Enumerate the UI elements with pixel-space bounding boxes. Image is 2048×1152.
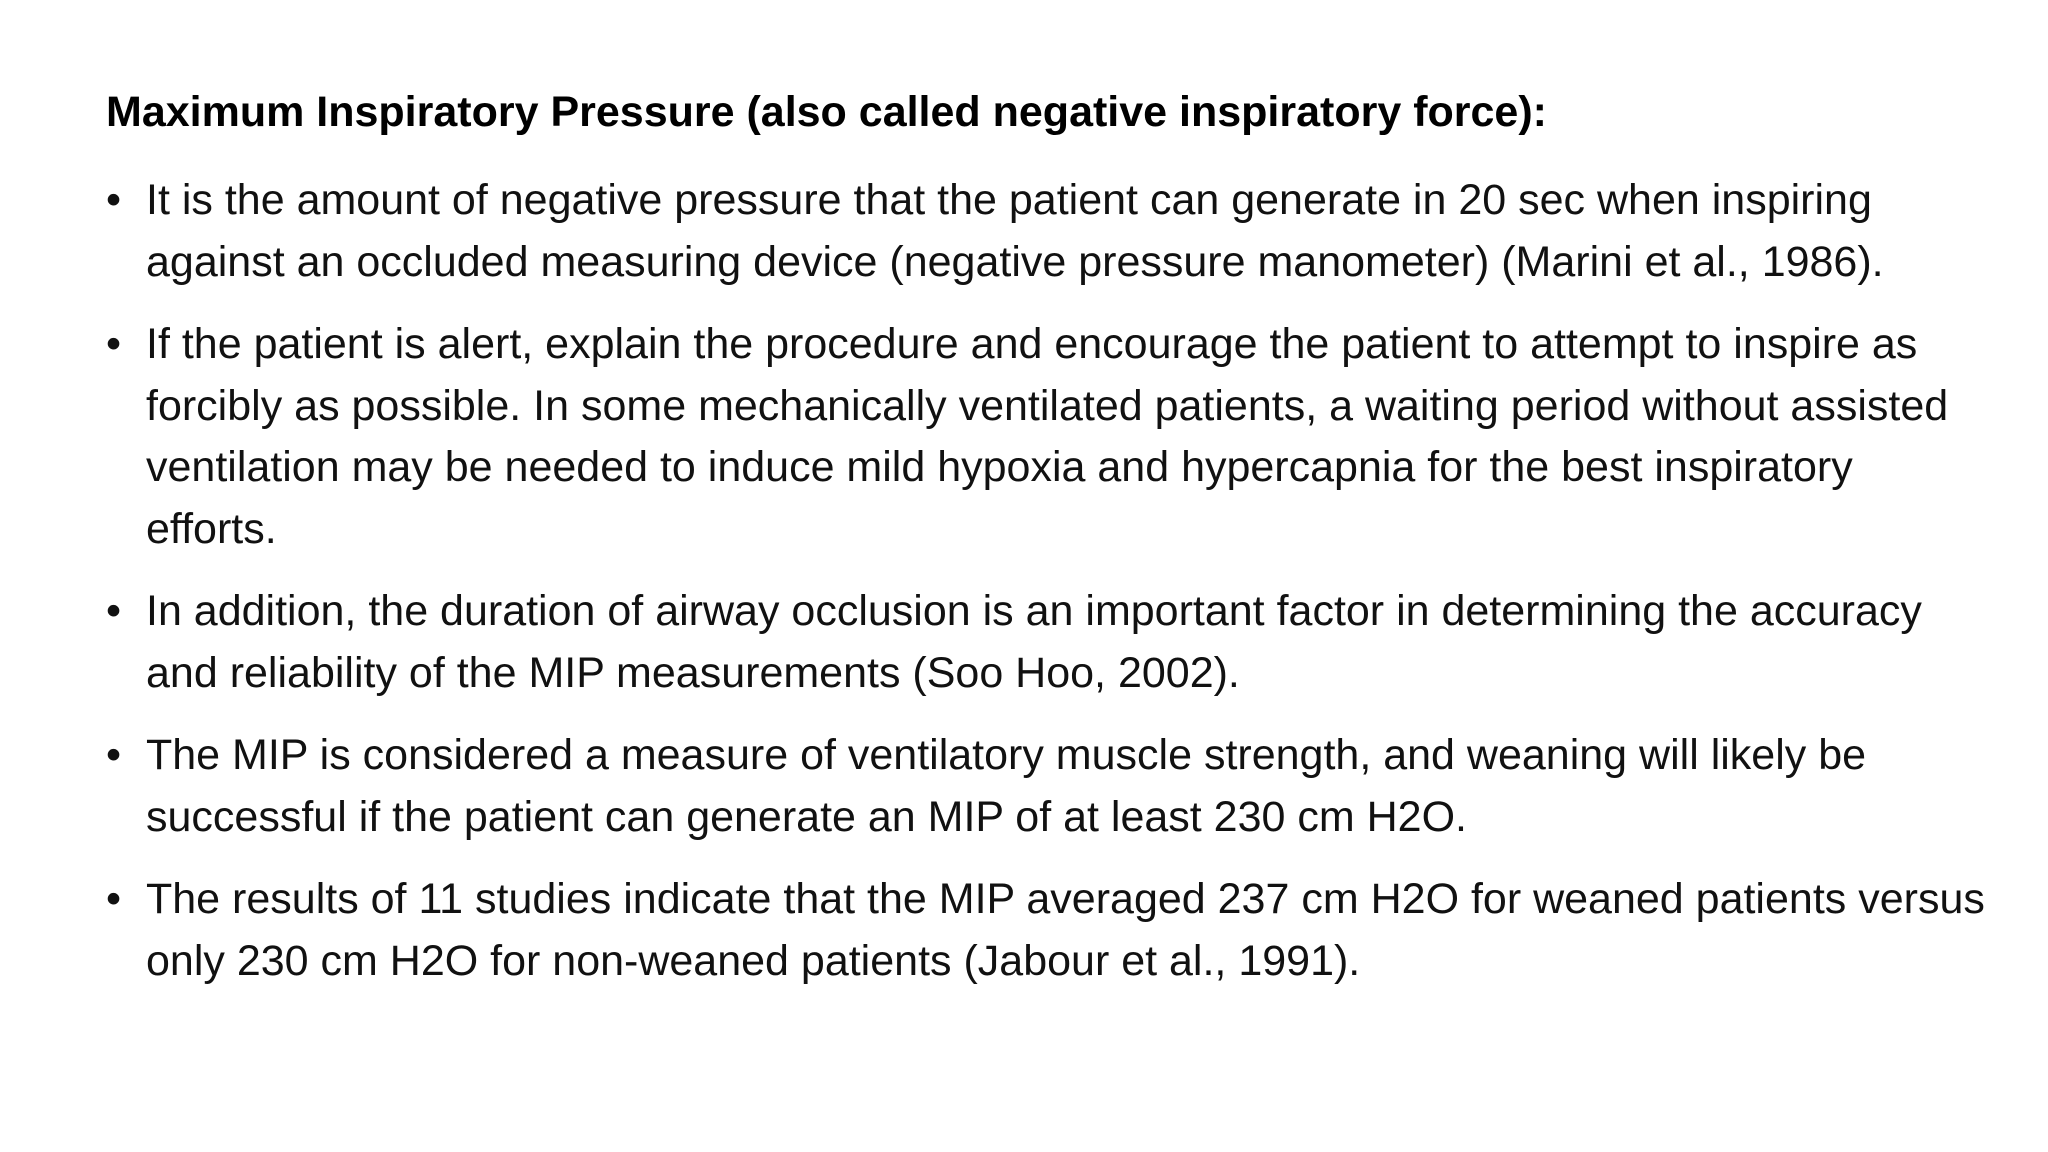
bullet-item (106, 725, 1986, 848)
bullet-icon: • (106, 320, 122, 368)
bullet-icon: • (106, 587, 122, 635)
bullet-icon: • (106, 176, 122, 224)
bullet-icon: • (106, 731, 122, 779)
slide-heading: Maximum Inspiratory Pressure (also called negative inspiratory force): (106, 88, 1547, 136)
bullet-item (106, 170, 1986, 293)
bullet-text: If the patient is alert, explain the procedure and encourage the patient to attempt to inspire as forcibly as possible. In some mechanically ventilated patients, a waiting period without assisted ventilation may be needed to induce mild hypoxia and hypercapnia for the best inspiratory efforts. (146, 320, 1949, 553)
bullet-text: The results of 11 studies indicate that the MIP averaged 237 cm H2O for weaned patients versus only 230 cm H2O for non-weaned patients (Jabour et al., 1991). (146, 875, 1985, 985)
bullet-item (106, 869, 1986, 992)
bullet-list (106, 170, 1986, 1013)
bullet-item (106, 314, 1986, 560)
bullet-text: It is the amount of negative pressure that the patient can generate in 20 sec when inspiring against an occluded measuring device (negative pressure manometer) (Marini et al., 1986). (146, 176, 1884, 286)
bullet-icon: • (106, 875, 122, 923)
bullet-item (106, 581, 1986, 704)
bullet-text: The MIP is considered a measure of ventilatory muscle strength, and weaning will likely be successful if the patient can generate an MIP of at least 230 cm H2O. (146, 731, 1867, 841)
bullet-text: In addition, the duration of airway occlusion is an important factor in determining the accuracy and reliability of the MIP measurements (Soo Hoo, 2002). (146, 587, 1922, 697)
